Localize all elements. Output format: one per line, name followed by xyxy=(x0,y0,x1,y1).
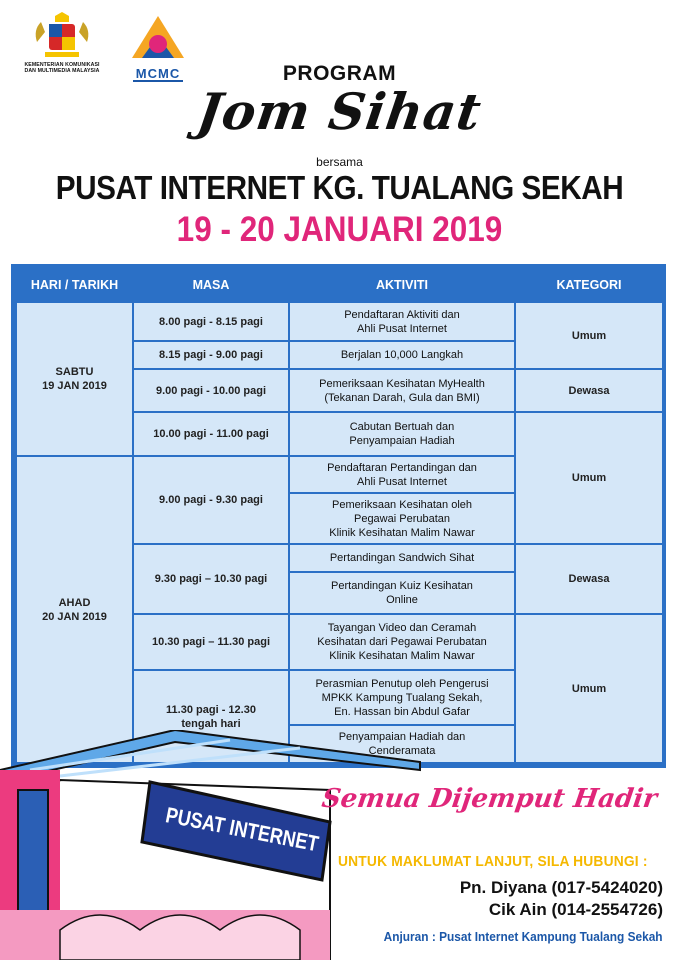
day-ahad: AHAD xyxy=(58,596,91,609)
activity-line: Berjalan 10,000 Langkah xyxy=(340,349,464,361)
kkmm-caption-2: DAN MULTIMEDIA MALAYSIA xyxy=(24,68,100,74)
activity-line: Pendaftaran Pertandingan dan xyxy=(327,461,477,474)
category-cell: Umum xyxy=(515,302,663,369)
activity-line: Pertandingan Sandwich Sihat xyxy=(329,552,475,564)
header-kategori: KATEGORI xyxy=(515,268,663,302)
event-date: 19 - 20 JANUARI 2019 xyxy=(176,210,503,249)
activity-line: Perasmian Penutup oleh Pengerusi xyxy=(315,677,489,690)
activity-line: Ahli Pusat Internet xyxy=(357,475,447,488)
day-ahad-cell xyxy=(16,456,133,763)
time-cell: 8.00 pagi - 8.15 pagi xyxy=(133,302,289,341)
time-cell: 10.30 pagi – 11.30 pagi xyxy=(133,614,289,670)
activity-line: Kesihatan dari Pegawai Perubatan xyxy=(317,636,487,648)
header-hari: HARI / TARIKH xyxy=(16,268,133,302)
activity-cell xyxy=(289,670,515,725)
pusat-internet-building-illustration xyxy=(0,730,679,960)
activity-line: Tayangan Video dan Ceramah xyxy=(327,622,477,634)
activity-line: Pemeriksaan Kesihatan oleh xyxy=(331,498,473,511)
day-sabtu-date: 19 JAN 2019 xyxy=(42,380,107,392)
activity-line: Pemeriksaan Kesihatan MyHealth xyxy=(319,377,485,390)
building-sign: PUSAT INTERNET xyxy=(163,802,321,857)
time-cell: 9.00 pagi - 10.00 pagi xyxy=(133,369,289,412)
kkmm-caption-1: KEMENTERIAN KOMUNIKASI xyxy=(24,62,100,68)
header-aktiviti: AKTIVITI xyxy=(289,268,515,302)
activity-line: Penyampaian Hadiah dan xyxy=(338,731,466,743)
table-row xyxy=(16,302,663,341)
time-cell: 10.00 pagi - 11.00 pagi xyxy=(133,412,289,456)
day-sabtu-cell xyxy=(16,302,133,456)
activity-line: Pertandingan Kuiz Kesihatan xyxy=(331,580,473,592)
activity-cell xyxy=(289,456,515,493)
activity-line: Cabutan Bertuah dan xyxy=(349,421,455,433)
day-ahad-date: 20 JAN 2019 xyxy=(42,610,107,623)
activity-cell xyxy=(289,544,515,572)
contact-ain: Cik Ain (014-2554726) xyxy=(488,900,663,919)
category-cell: Umum xyxy=(515,614,663,763)
header-masa: MASA xyxy=(133,268,289,302)
time-cell: 9.30 pagi – 10.30 pagi xyxy=(133,544,289,614)
activity-line: MPKK Kampung Tualang Sekah, xyxy=(321,691,483,704)
category-cell: Dewasa xyxy=(515,369,663,412)
activity-line: Klinik Kesihatan Malim Nawar xyxy=(329,526,475,539)
organizer-text: Anjuran : Pusat Internet Kampung Tualang Sekah xyxy=(384,930,663,944)
time-line: 11.30 pagi - 12.30 xyxy=(166,703,256,716)
activity-line: Pegawai Perubatan xyxy=(353,512,450,525)
day-sabtu: SABTU xyxy=(55,366,94,378)
activity-cell xyxy=(289,341,515,369)
contact-diyana: Pn. Diyana (017-5424020) xyxy=(459,878,663,897)
activity-line: Penyampaian Hadiah xyxy=(349,435,455,447)
activity-cell xyxy=(289,493,515,544)
activity-cell xyxy=(289,614,515,670)
activity-line: Klinik Kesihatan Malim Nawar xyxy=(329,650,475,662)
mcmc-triangle-icon xyxy=(130,14,186,60)
bersama-label: bersama xyxy=(316,155,363,169)
invitation-text: Semua Dijemput Hadir xyxy=(320,784,660,814)
malaysia-crest-icon xyxy=(31,12,93,62)
activity-line: Online xyxy=(386,594,418,606)
event-title: Jom Sihat xyxy=(193,82,486,141)
activity-line: Ahli Pusat Internet xyxy=(357,322,447,335)
activity-line: En. Hassan bin Abdul Gafar xyxy=(334,705,470,718)
activity-line: Cenderamata xyxy=(368,745,436,757)
program-label: PROGRAM xyxy=(282,62,397,85)
time-cell: 8.15 pagi - 9.00 pagi xyxy=(133,341,289,369)
mcmc-text: MCMC xyxy=(133,68,183,82)
category-cell: Dewasa xyxy=(515,544,663,614)
activity-cell xyxy=(289,302,515,341)
activity-cell xyxy=(289,369,515,412)
contact-heading: UNTUK MAKLUMAT LANJUT, SILA HUBUNGI : xyxy=(338,853,648,870)
category-cell: Umum xyxy=(515,412,663,544)
table-header-row xyxy=(16,268,663,302)
activity-cell xyxy=(289,572,515,614)
activity-line: (Tekanan Darah, Gula dan BMI) xyxy=(324,391,480,404)
venue-title: PUSAT INTERNET KG. TUALANG SEKAH xyxy=(55,169,624,206)
schedule-table xyxy=(11,264,666,768)
activity-cell xyxy=(289,412,515,456)
time-line: tengah hari xyxy=(181,717,241,730)
time-cell: 9.00 pagi - 9.30 pagi xyxy=(133,456,289,544)
activity-line: Pendaftaran Aktiviti dan xyxy=(344,308,460,321)
